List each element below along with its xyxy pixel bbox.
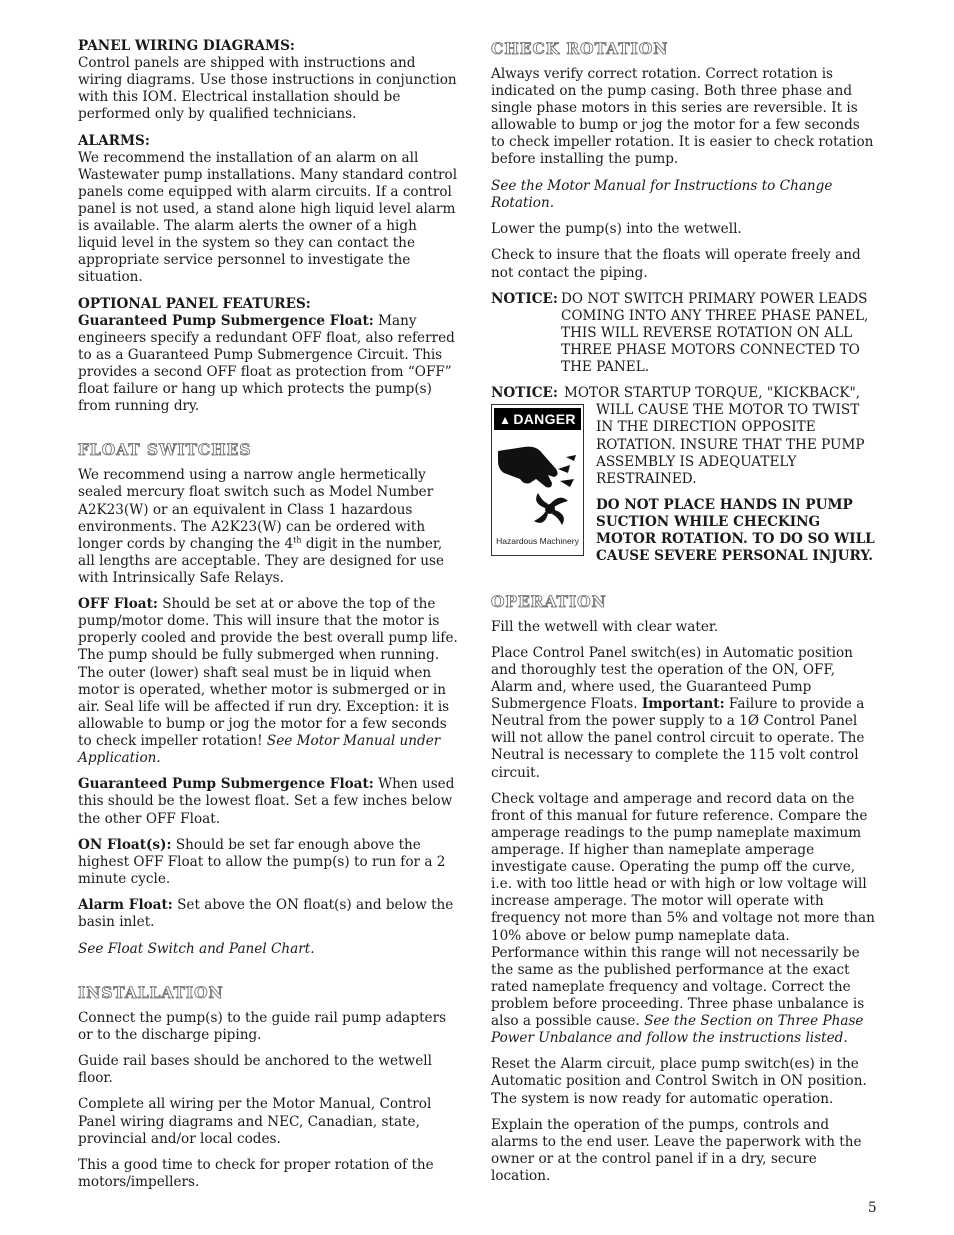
- warning-triangle-icon: ▲: [499, 413, 512, 428]
- operation-p3: [491, 791, 877, 1047]
- check-rotation-p1: Always verify correct rotation. Correct rotation is indicated on the pump casing. Both three phase and single phase motors in this series are reversible. It is allowable to bump or jog the motor for a few seconds to check impeller rotation. It is easier to check rotation before installing the pump.: [491, 66, 874, 168]
- float-intro-a: We recommend using a narrow angle hermetically sealed mercury float switch such as Model Number A2K23(W) or an equivalent in Class 1 hazardous environments. The A2K23(W) can be ordered with longer cords by changing the 4: [78, 467, 434, 552]
- danger-label: DANGER: [513, 411, 576, 428]
- hand-impeller-hazard-icon: [496, 439, 580, 529]
- panel-wiring-text: Control panels are shipped with instructions and wiring diagrams. Use those instructions in conjunction with this IOM. Electrical installation should be performed only by qualified technicians.: [78, 55, 457, 123]
- float-chart-see: See Float Switch and Panel Chart.: [78, 940, 315, 957]
- operation-p5: Explain the operation of the pumps, controls and alarms to the end user. Leave the paperwork with the owner or at the control panel if in a dry, secure location.: [491, 1116, 862, 1185]
- notice-primary-power: [491, 291, 877, 376]
- operation-p4: Reset the Alarm circuit, place pump switch(es) in the Automatic position and Control Switch in ON position. The system is now ready for automatic operation.: [491, 1056, 867, 1107]
- notice-hands-warning: [596, 497, 877, 565]
- danger-sign: [491, 404, 584, 556]
- gps-float-paragraph: [78, 776, 460, 827]
- off-float-label: OFF Float:: [78, 596, 158, 613]
- installation-p1: Connect the pump(s) to the guide rail pump adapters or to the discharge piping.: [78, 1009, 447, 1043]
- float-intro-b: digit in the number, all lengths are acceptable. They are designed for use with Intrinsically Safe Relays.: [78, 535, 445, 586]
- notice-label: NOTICE:: [491, 290, 558, 307]
- check-rotation-p3: Lower the pump(s) into the wetwell.: [491, 221, 742, 238]
- operation-p2-b: Failure to provide a Neutral from the power supply to a 1Ø Control Panel will not allow the panel control circuit to operate. The Neutral is necessary to complete the 115 volt control circuit.: [491, 696, 865, 781]
- off-float-paragraph: [78, 596, 460, 767]
- float-switches-heading: FLOAT SWITCHES: [78, 440, 252, 460]
- alarm-float-label: Alarm Float:: [78, 897, 173, 914]
- alarm-float-text: Set above the ON float(s) and below the basin inlet.: [78, 897, 454, 931]
- alarms-text: We recommend the installation of an alarm on all Wastewater pump installations. Many standard control panels come equipped with alarm circuits. If a control panel is not used, a stand alone high liquid level alarm is available. The alarm alerts the owner of a high liquid level in the system so they can contact the appropriate service personnel to investigate the situation.: [78, 149, 458, 286]
- optional-features-section: [78, 296, 460, 416]
- installation-p4: This a good time to check for proper rotation of the motors/impellers.: [78, 1156, 434, 1191]
- right-column: [491, 38, 877, 1194]
- left-column: [78, 38, 460, 1200]
- float-intro-sup: th: [293, 535, 302, 545]
- hands-warning-text: DO NOT PLACE HANDS IN PUMP SUCTION WHILE CHECKING MOTOR ROTATION. TO DO SO WILL CAUSE SEVERE PERSONAL INJURY.: [596, 497, 875, 565]
- off-float-text: Should be set at or above the top of the pump/motor dome. This will insure that the motor is properly cooled and provide the best overall pump life. The pump should be fully submerged when running. The outer (lower) shaft seal must be in liquid when motor is operated, whether motor is submerged or in air. Seal life will be affected if run dry. Exception: it is allowable to bump or jog the motor for a few seconds to check impeller rotation!: [78, 596, 458, 749]
- operation-p2-a: Place Control Panel switch(es) in Automatic position and thoroughly test the operation of the ON, OFF, Alarm and, where used, the Guaranteed Pump Submergence Floats.: [491, 644, 853, 713]
- installation-heading: INSTALLATION: [78, 982, 224, 1002]
- installation-p3: Complete all wiring per the Motor Manual, Control Panel wiring diagrams and NEC, Canadian, state, provincial and/or local codes.: [78, 1096, 432, 1147]
- notice-kickback-first: MOTOR STARTUP TORQUE, "KICKBACK",: [563, 385, 861, 402]
- optional-gps-label: Guaranteed Pump Submergence Float:: [78, 312, 374, 329]
- operation-p2: [491, 645, 877, 782]
- on-float-paragraph: [78, 837, 460, 888]
- installation-p2: Guide rail bases should be anchored to the wetwell floor.: [78, 1053, 432, 1087]
- alarm-float-paragraph: [78, 897, 460, 931]
- on-float-text: Should be set far enough above the highest OFF Float to allow the pump(s) to run for a 2 minute cycle.: [78, 836, 446, 887]
- notice-kickback-rest: WILL CAUSE THE MOTOR TO TWIST IN THE DIRECTION OPPOSITE ROTATION. INSURE THAT THE PUMP ASSEMBLY IS ADEQUATELY RESTRAINED.: [596, 402, 865, 487]
- float-chart-reference: [78, 941, 460, 958]
- operation-p1: Fill the wetwell with clear water.: [491, 618, 719, 635]
- gps-float-text: When used this should be the lowest float. Set a few inches below the other OFF Float.: [78, 776, 455, 827]
- page-number: 5: [868, 1200, 877, 1216]
- alarms-section: [78, 133, 460, 287]
- optional-features-heading: OPTIONAL PANEL FEATURES:: [78, 295, 311, 312]
- operation-heading: OPERATION: [491, 591, 607, 611]
- operation-important-label: Important:: [641, 696, 725, 713]
- operation-p3-see: See the Section on Three Phase Power Unbalance and follow the instructions listed.: [491, 1013, 864, 1047]
- alarms-heading: ALARMS:: [78, 132, 150, 149]
- optional-gps-text: Many engineers specify a redundant OFF float, also referred to as a Guaranteed Pump Submergence Circuit. This provides a second OFF float as protection from “OFF” float failure or hang up which protects the pump(s) from running dry.: [78, 312, 455, 415]
- panel-wiring-section: [78, 38, 460, 123]
- panel-wiring-heading: PANEL WIRING DIAGRAMS:: [78, 38, 295, 54]
- notice-label: NOTICE:: [491, 385, 558, 402]
- off-float-see: See Motor Manual under Application.: [78, 732, 441, 767]
- danger-banner: [494, 408, 581, 430]
- float-switches-intro: [78, 467, 460, 587]
- check-rotation-p4: Check to insure that the floats will operate freely and not contact the piping.: [491, 247, 861, 281]
- gps-float-label: Guaranteed Pump Submergence Float:: [78, 776, 374, 793]
- notice-kickback-first-line: [491, 385, 877, 402]
- check-rotation-see: See the Motor Manual for Instructions to Change Rotation.: [491, 177, 833, 211]
- notice-primary-power-text: DO NOT SWITCH PRIMARY POWER LEADS COMING INTO ANY THREE PHASE PANEL, THIS WILL REVERSE ROTATION ON ALL THREE PHASE MOTORS CONNECTED TO THE PANEL.: [561, 290, 869, 376]
- check-rotation-heading: CHECK ROTATION: [491, 39, 669, 58]
- check-rotation-p2: [491, 178, 877, 212]
- on-float-label: ON Float(s):: [78, 836, 172, 853]
- danger-caption: Hazardous Machinery: [496, 536, 579, 547]
- operation-p3-a: Check voltage and amperage and record data on the front of this manual for future reference. Compare the amperage readings to the pump nameplate maximum amperage. If higher than nameplate amperage investigate cause. Operating the pump off the curve, i.e. with too little head or with high or low voltage will increase amperage. The motor will operate with frequency not more than 5% and voltage not more than 10% above or below pump nameplate data. Performance within this range will not necessarily be the same as the published performance at the exact rated nameplate frequency and voltage. Correct the problem before proceeding. Three phase unbalance is also a possible cause.: [491, 790, 875, 1029]
- notice-kickback: [491, 385, 877, 574]
- notice-kickback-body: [491, 402, 877, 565]
